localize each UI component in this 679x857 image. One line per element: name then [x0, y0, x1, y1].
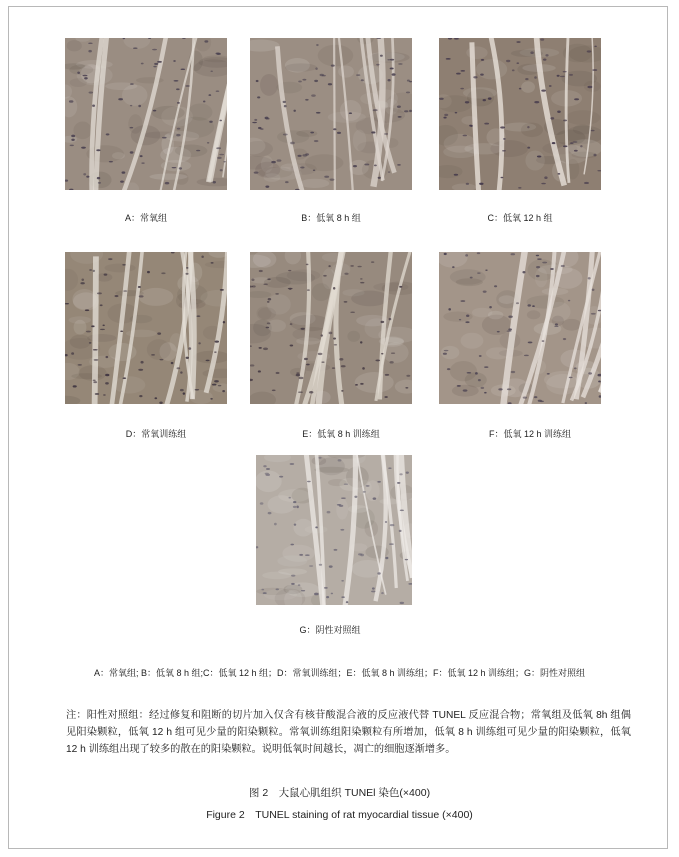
panel-caption-g: G：阴性对照组 — [299, 625, 361, 635]
micrograph-g — [256, 455, 412, 605]
panel-caption-b: B：低氧 8 h 组 — [301, 213, 361, 223]
micrograph-a — [65, 38, 227, 190]
micrograph-e — [250, 252, 412, 404]
figure-title-english: Figure 2 TUNEL staining of rat myocardial tissue (×400) — [206, 809, 473, 821]
panel-caption-a: A：常氧组 — [124, 213, 167, 223]
figure-note: 注：阳性对照组：经过修复和阻断的切片加入仅含有核苷酸混合液的反应液代替 TUNEL 反应混合物；常氧组及低氧 8h 组偶见阳染颗粒，低氧 12 h 组可见少量的阳染颗粒。常氧训练组阳染颗粒有所增加，低氧 8 h 训练组可见少量的阳染颗粒，低氧 12 h 训练组出现了较多的散在的阳染颗粒。说明低氧时间越长，凋亡的细胞逐渐增多。 — [66, 710, 631, 755]
abbreviation-line: A：常氧组; B：低氧 8 h 组;C：低氧 12 h 组；D：常氧训练组；E：低氧 8 h 训练组；F：低氧 12 h 训练组；G：阴性对照组 — [93, 668, 586, 678]
micrograph-d — [65, 252, 227, 404]
figure-title-chinese: 图 2 大鼠心肌组织 TUNEl 染色(×400) — [248, 787, 431, 799]
panel-caption-f: F：低氧 12 h 训练组 — [488, 429, 571, 439]
panel-caption-c: C：低氧 12 h 组 — [487, 213, 553, 223]
micrograph-b — [250, 38, 412, 190]
micrograph-f — [439, 252, 601, 404]
panel-caption-e: E：低氧 8 h 训练组 — [302, 429, 380, 439]
panel-caption-d: D：常氧训练组 — [125, 429, 187, 439]
micrograph-c — [439, 38, 601, 190]
